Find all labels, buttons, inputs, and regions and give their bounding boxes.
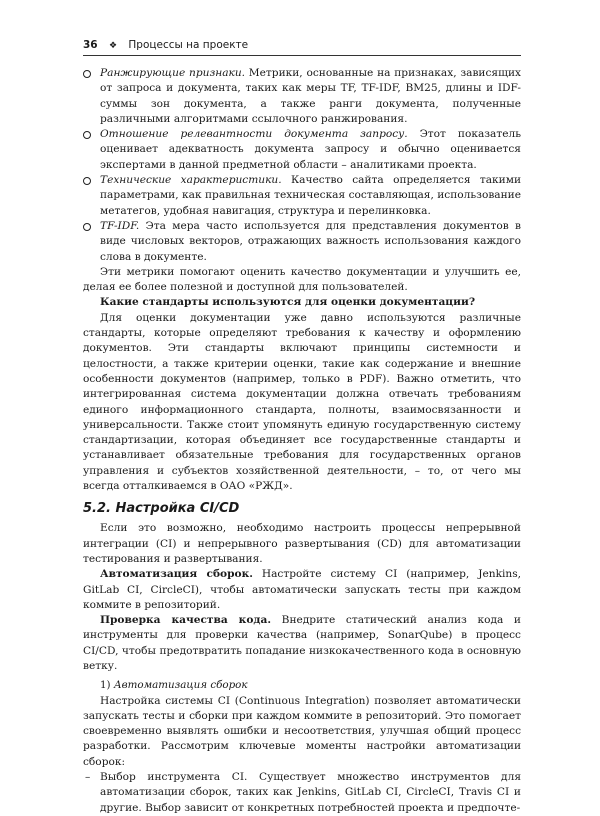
list-item (83, 127, 521, 173)
bullet-text: Метрики, основанные на признаках, зависящих от запроса и документа, таких как меры TF, TF-IDF, BM25, длины и IDF-суммы зон документа, а также ранги документа, полученные различными алгоритмами ссылочного ранжирования. (100, 67, 521, 125)
circle-bullet-icon (83, 70, 91, 78)
header-ornament-icon: ❖ (108, 41, 118, 51)
running-header (83, 39, 521, 56)
circle-bullet-icon (83, 131, 91, 139)
code-quality-label: Проверка качества кода. (100, 614, 272, 627)
standards-paragraph: Для оценки документации уже давно используются различные стандарты, которые определяют требования к качеству и оформлению документов. Эти стандарты включают принципы системности и целостности, а также критерии оценки, такие как содержание и внешние особенности документов (например, только в PDF). Важно отметить, что интегрированная система документации должна отвечать требованиям единого информационного стандарта, полноты, взаимосвязанности и универсальности. Также стоит упомянуть единую государственную систему стандартизации, которая объединяет все государственные стандарты и устанавливает обязательные требования для государственных органов управления и субъектов хозяйственной деятельности, – то, от чего мы всегда отталкиваемся в ОАО «РЖД». (83, 311, 521, 493)
page-body (83, 66, 521, 816)
list-item (83, 770, 521, 816)
circle-bullet-icon (83, 177, 91, 185)
auto-build-text: Настройте систему CI (например, Jenkins, GitLab CI, CircleCI), чтобы автоматически запускать тесты при каждом коммите в репозиторий. (83, 568, 521, 611)
auto-build-paragraph (83, 567, 521, 613)
bullet-term: Технические характеристики. (100, 174, 282, 187)
bullet-term: Ранжирующие признаки. (100, 67, 246, 79)
subheading (83, 678, 521, 693)
ci-intro-paragraph: Если это возможно, необходимо настроить процессы непрерывной интеграции (CI) и непрерывного развертывания (CD) для автоматизации тестирования и развертывания. (83, 522, 521, 565)
metrics-paragraph: Эти метрики помогают оценить качество документации и улучшить ее, делая ее более полезной и доступной для пользователей. (83, 265, 521, 294)
section-heading: 5.2. Настройка CI/CD (83, 501, 240, 517)
code-quality-text: Внедрите статический анализ кода и инструменты для проверки качества (например, SonarQube) в процесс CI/CD, чтобы предотвратить попадание низкокачественного кода в основную ветку. (83, 614, 521, 672)
standards-question: Какие стандарты используются для оценки документации? (100, 296, 476, 309)
subheading-number: 1) (100, 679, 114, 692)
ci-points-list (83, 770, 521, 816)
bullet-text: Качество сайта определяется такими параметрами, как правильная техническая составляющая, использование метатегов, удобная навигация, структура и перелинковка. (100, 174, 522, 217)
bullet-text: Эта мера часто используется для представления документов в виде числовых векторов, отражающих важность использования каждого слова в документе. (100, 219, 521, 263)
subheading-title: Автоматизация сборок (113, 679, 248, 692)
dash-marker: – (85, 771, 91, 784)
dash-item-text: Выбор инструмента CI. Существует множество инструментов для автоматизации сборок, таких как Jenkins, GitLab CI, CircleCI, Travis CI и другие. Выбор зависит от конкретных потребностей проекта и предпочте- (100, 771, 521, 814)
bullet-text: Этот показатель оценивает адекватность документа запросу и обычно оценивается экспертами в данной предметной области – аналитиками проекта. (100, 128, 521, 171)
page-number: 36 (83, 39, 98, 51)
code-quality-paragraph (83, 613, 521, 674)
list-item (83, 219, 521, 265)
auto-build-label: Автоматизация сборок. (100, 568, 253, 581)
list-item (83, 66, 521, 127)
ci-setup-paragraph: Настройка системы CI (Continuous Integration) позволяет автоматически запускать тесты и сборки при каждом коммите в репозиторий. Это помогает своевременно выявлять ошибки и несоответствия, улучшая общий процесс разработки. Рассмотрим ключевые моменты настройки автоматизации сборок: (83, 694, 521, 768)
header-title: Процессы на проекте (128, 39, 249, 51)
bullet-term: Отношение релевантности документа запросу. (100, 128, 408, 141)
circle-bullet-icon (83, 223, 91, 231)
metrics-list (83, 66, 521, 265)
list-item (83, 173, 521, 219)
bullet-term: TF-IDF. (100, 219, 140, 232)
